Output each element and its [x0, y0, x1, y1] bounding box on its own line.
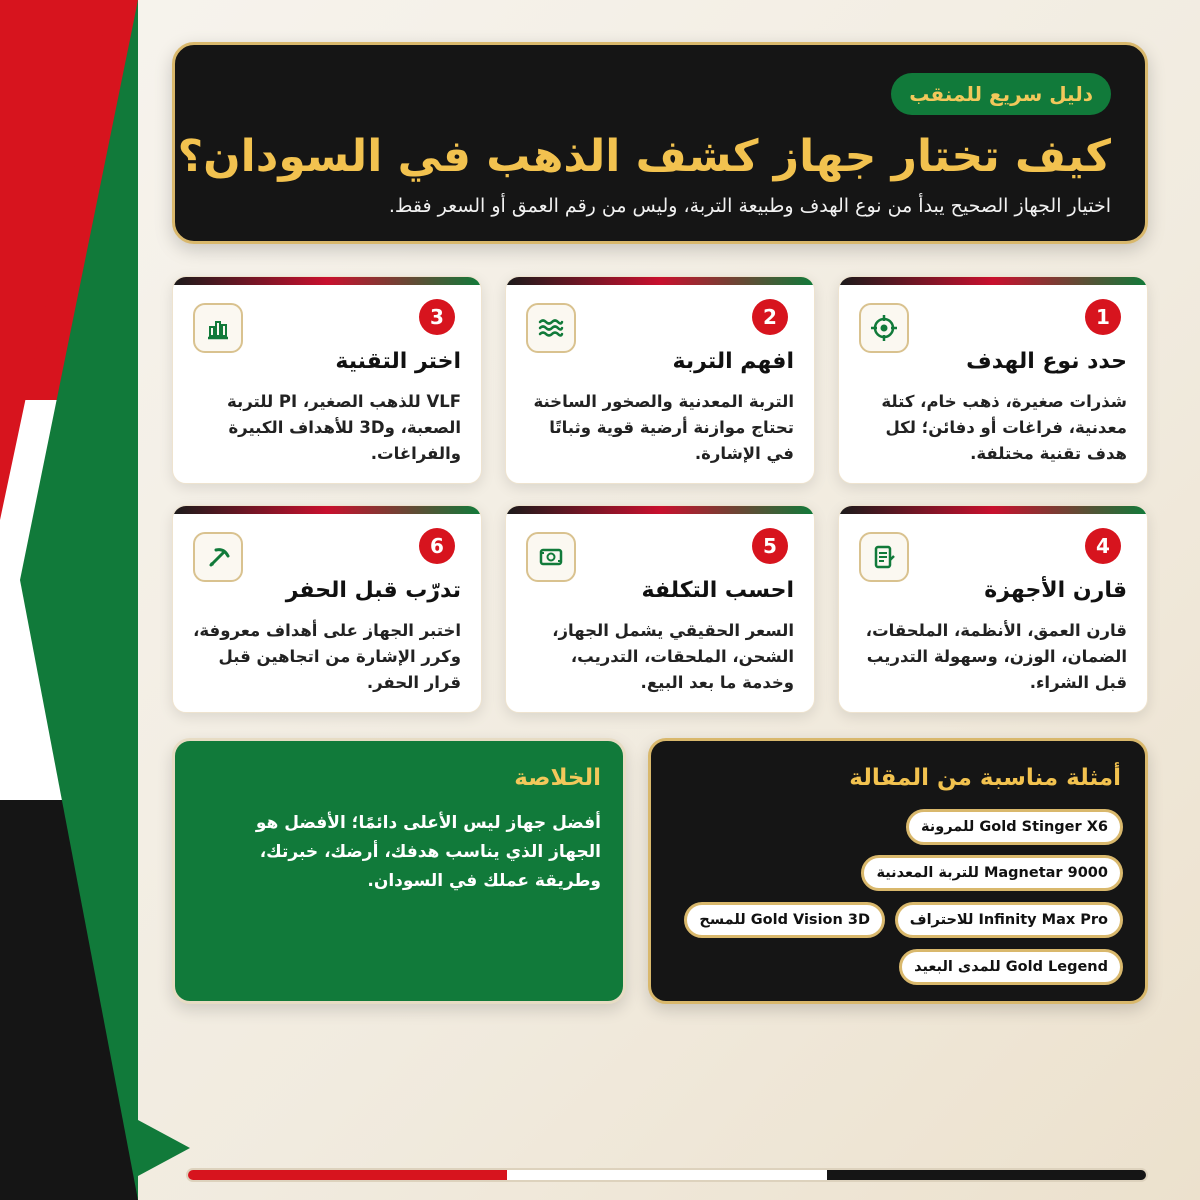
- bar-chart-icon: [193, 303, 243, 353]
- target-icon: [859, 303, 909, 353]
- bar-segment-black: [827, 1170, 1146, 1180]
- card-accent-bar: [839, 277, 1147, 285]
- step-number: 6: [419, 528, 455, 564]
- step-number: 5: [752, 528, 788, 564]
- step-card-2: [505, 276, 815, 484]
- step-card-5: [505, 505, 815, 713]
- summary-text: أفضل جهاز ليس الأعلى دائمًا؛ الأفضل هو الجهاز الذي يناسب هدفك، أرضك، خبرتك، وطريقة عملك في السودان.: [255, 813, 601, 891]
- step-card-4: [838, 505, 1148, 713]
- examples-title: أمثلة مناسبة من المقالة: [849, 765, 1121, 791]
- step-description: قارن العمق، الأنظمة، الملحقات، الضمان، الوزن، وسهولة التدريب قبل الشراء.: [865, 621, 1127, 692]
- step-description: اختبر الجهاز على أهداف معروفة، وكرر الإشارة من اتجاهين قبل قرار الحفر.: [193, 621, 461, 692]
- step-number: 2: [752, 299, 788, 335]
- example-pill: Gold Legend للمدى البعيد: [899, 949, 1123, 985]
- flag-color-bar: [186, 1168, 1148, 1182]
- step-title: تدرّب قبل الحفر: [285, 578, 461, 603]
- document-icon: [859, 532, 909, 582]
- step-number: 4: [1085, 528, 1121, 564]
- examples-card: [648, 738, 1148, 1004]
- summary-title: الخلاصة: [514, 765, 601, 791]
- step-number: 1: [1085, 299, 1121, 335]
- example-pill: Infinity Max Pro للاحتراف: [895, 902, 1123, 938]
- step-title: افهم التربة: [672, 349, 794, 374]
- bar-segment-white: [507, 1170, 826, 1180]
- waves-icon: [526, 303, 576, 353]
- page-title: كيف تختار جهاز كشف الذهب في السودان؟: [177, 131, 1111, 182]
- guide-badge: دليل سريع للمنقب: [891, 73, 1111, 115]
- step-card-3: [172, 276, 482, 484]
- step-title: احسب التكلفة: [641, 578, 794, 603]
- example-pill: Magnetar 9000 للتربة المعدنية: [861, 855, 1123, 891]
- summary-card: [172, 738, 626, 1004]
- step-card-6: [172, 505, 482, 713]
- money-icon: [526, 532, 576, 582]
- card-accent-bar: [173, 506, 481, 514]
- step-description: شذرات صغيرة، ذهب خام، كتلة معدنية، فراغات أو دفائن؛ لكل هدف تقنية مختلفة.: [881, 392, 1127, 463]
- step-title: اختر التقنية: [335, 349, 461, 374]
- step-title: حدد نوع الهدف: [966, 349, 1127, 374]
- pickaxe-icon: [193, 532, 243, 582]
- step-title: قارن الأجهزة: [984, 578, 1127, 603]
- card-accent-bar: [506, 506, 814, 514]
- sudan-flag-decoration: [0, 0, 190, 1200]
- card-accent-bar: [506, 277, 814, 285]
- step-number: 3: [419, 299, 455, 335]
- example-pill: Gold Stinger X6 للمرونة: [906, 809, 1123, 845]
- card-accent-bar: [839, 506, 1147, 514]
- card-accent-bar: [173, 277, 481, 285]
- step-description: السعر الحقيقي يشمل الجهاز، الشحن، الملحقات، التدريب، وخدمة ما بعد البيع.: [552, 621, 794, 692]
- example-pill: Gold Vision 3D للمسح: [684, 902, 885, 938]
- step-card-1: [838, 276, 1148, 484]
- header-card: [172, 42, 1148, 244]
- step-description: VLF للذهب الصغير، PI للتربة الصعبة، و3D للأهداف الكبيرة والفراغات.: [227, 392, 461, 463]
- page-subtitle: اختيار الجهاز الصحيح يبدأ من نوع الهدف وطبيعة التربة، وليس من رقم العمق أو السعر فقط.: [388, 195, 1111, 217]
- step-description: التربة المعدنية والصخور الساخنة تحتاج موازنة أرضية قوية وثباتًا في الإشارة.: [533, 392, 794, 463]
- bar-segment-red: [188, 1170, 507, 1180]
